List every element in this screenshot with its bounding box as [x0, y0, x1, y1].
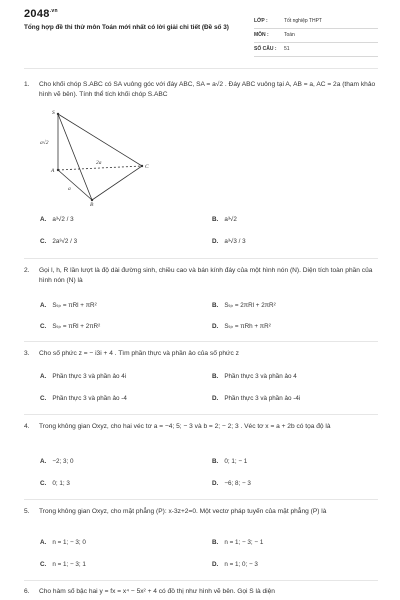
option-2c[interactable] [40, 323, 100, 330]
meta-value: 51 [284, 46, 290, 52]
option-2b[interactable] [212, 302, 276, 309]
option-3b[interactable] [212, 373, 297, 380]
option-label: B. [212, 216, 219, 223]
divider [24, 414, 378, 415]
option-text: n = 1; 0; − 3 [224, 561, 258, 568]
vertex-a-label: A [51, 168, 55, 174]
meta-row-subject [254, 30, 378, 43]
meta-row-count [254, 44, 378, 57]
question-text: Trong không gian Oxyz, cho hai véc tơ a = −4; 5; − 3 và b = 2; − 2; 3 . Véc tơ x = a + 2b có tọa độ là [39, 423, 331, 430]
option-text: Phần thực 3 và phần ảo 4 [224, 373, 297, 380]
option-text: a³√2 / 3 [52, 216, 74, 223]
option-text: 0; 1; 3 [52, 480, 70, 487]
option-label: C. [40, 480, 47, 487]
option-label: B. [212, 302, 219, 309]
option-label: A. [40, 373, 47, 380]
question-text: Cho hàm số bậc hai y = fx = x⁴ − 5x² + 4 có đồ thị như hình vẽ bên. Gọi S là diện [39, 588, 275, 595]
question-number: 1. [24, 81, 30, 88]
option-text: n = 1; − 3; − 1 [224, 539, 264, 546]
option-1a[interactable] [40, 216, 74, 223]
meta-value: Toán [284, 32, 295, 38]
divider [24, 68, 378, 69]
option-5c[interactable] [40, 561, 86, 568]
option-5a[interactable] [40, 539, 86, 546]
question-number: 6. [24, 588, 30, 595]
question-text: Cho khối chóp S.ABC có SA vuông góc với đáy ABC, SA = a√2 . Đáy ABC vuông tại A, AB = a, AC = 2a (tham khảo hình vẽ bên). Tính thể tích khối chóp S.ABC [39, 81, 376, 98]
option-label: D. [212, 561, 219, 568]
option-3c[interactable] [40, 395, 127, 402]
question-3 [24, 349, 380, 361]
pyramid-figure [30, 108, 160, 206]
option-text: 0; 1; − 1 [224, 458, 248, 465]
option-text: Sₜₚ = 2πRl + 2πR² [224, 302, 276, 309]
option-1c[interactable] [40, 238, 77, 245]
question-text: Cho số phức z = − i3i + 4 . Tìm phần thực và phần ảo của số phức z [39, 350, 239, 357]
meta-key: SỐ CÂU : [254, 46, 277, 52]
option-label: D. [212, 323, 219, 330]
vertex-c-label: C [145, 164, 149, 170]
meta-value: Tốt nghiệp THPT [284, 18, 322, 24]
option-label: D. [212, 395, 219, 402]
option-label: A. [40, 216, 47, 223]
edge-ac-label: 2a [96, 160, 102, 166]
option-3d[interactable] [212, 395, 300, 402]
option-label: C. [40, 561, 47, 568]
option-5d[interactable] [212, 561, 258, 568]
option-label: B. [212, 458, 219, 465]
question-1 [24, 80, 380, 110]
logo-suffix: .vn [49, 8, 58, 14]
option-1b[interactable] [212, 216, 237, 223]
question-number: 5. [24, 508, 30, 515]
option-1d[interactable] [212, 238, 246, 245]
option-4c[interactable] [40, 480, 70, 487]
option-label: C. [40, 238, 47, 245]
option-text: −6; 8; − 3 [224, 480, 251, 487]
option-2a[interactable] [40, 302, 97, 309]
option-label: C. [40, 323, 47, 330]
option-text: Sₜₚ = πRh + πR² [224, 323, 271, 330]
question-number: 3. [24, 350, 30, 357]
divider [24, 341, 378, 342]
option-text: Sₜₚ = πRl + πR² [52, 302, 97, 309]
option-4d[interactable] [212, 480, 251, 487]
option-4b[interactable] [212, 458, 247, 465]
edge-ab-label: a [68, 186, 71, 192]
option-5b[interactable] [212, 539, 263, 546]
option-label: B. [212, 373, 219, 380]
option-label: D. [212, 238, 219, 245]
option-text: Phần thực 3 và phần ảo 4i [52, 373, 127, 380]
option-text: 2a³√2 / 3 [52, 238, 78, 245]
question-4 [24, 422, 380, 444]
question-number: 2. [24, 267, 30, 274]
meta-key: LỚP : [254, 18, 268, 24]
option-2d[interactable] [212, 323, 271, 330]
question-text: Gọi l, h, R lần lượt là độ dài đường sinh, chiều cao và bán kính đáy của một hình nón (N). Diện tích toàn phần của hình nón (N) là [39, 267, 373, 284]
meta-key: MÔN : [254, 32, 269, 38]
option-3a[interactable] [40, 373, 126, 380]
option-label: C. [40, 395, 47, 402]
divider [24, 258, 378, 259]
site-logo[interactable] [24, 8, 58, 20]
option-label: A. [40, 458, 47, 465]
question-6 [24, 587, 380, 599]
option-text: −2; 3; 0 [52, 458, 74, 465]
question-2 [24, 266, 380, 288]
option-text: a³√3 / 3 [224, 238, 246, 245]
vertex-b-label: B [90, 202, 94, 206]
logo-text: 2048 [24, 8, 50, 20]
question-number: 4. [24, 423, 30, 430]
document-header [0, 0, 400, 62]
option-label: D. [212, 480, 219, 487]
edge-sa-label: a√2 [40, 140, 49, 146]
option-label: A. [40, 539, 47, 546]
question-text: Trong không gian Oxyz, cho mặt phẳng (P): x-3z+2=0. Một vectơ pháp tuyến của mặt phẳng (P) là [39, 508, 327, 515]
document-title: Tổng hợp đề thi thử môn Toán mới nhất có lời giải chi tiết (Đề số 3) [24, 24, 229, 31]
option-text: Sₜₚ = πRl + 2πR² [52, 323, 101, 330]
meta-row-grade [254, 16, 378, 29]
divider [24, 580, 378, 581]
question-5 [24, 507, 380, 529]
option-text: Phần thực 3 và phần ảo -4 [52, 395, 127, 402]
option-label: B. [212, 539, 219, 546]
option-text: Phần thực 3 và phần ảo -4i [224, 395, 301, 402]
option-text: n = 1; − 3; 0 [52, 539, 86, 546]
divider [24, 499, 378, 500]
option-4a[interactable] [40, 458, 74, 465]
vertex-s-label: S [52, 110, 55, 116]
option-label: A. [40, 302, 47, 309]
option-text: n = 1; − 3; 1 [52, 561, 86, 568]
option-text: a³√2 [224, 216, 237, 223]
